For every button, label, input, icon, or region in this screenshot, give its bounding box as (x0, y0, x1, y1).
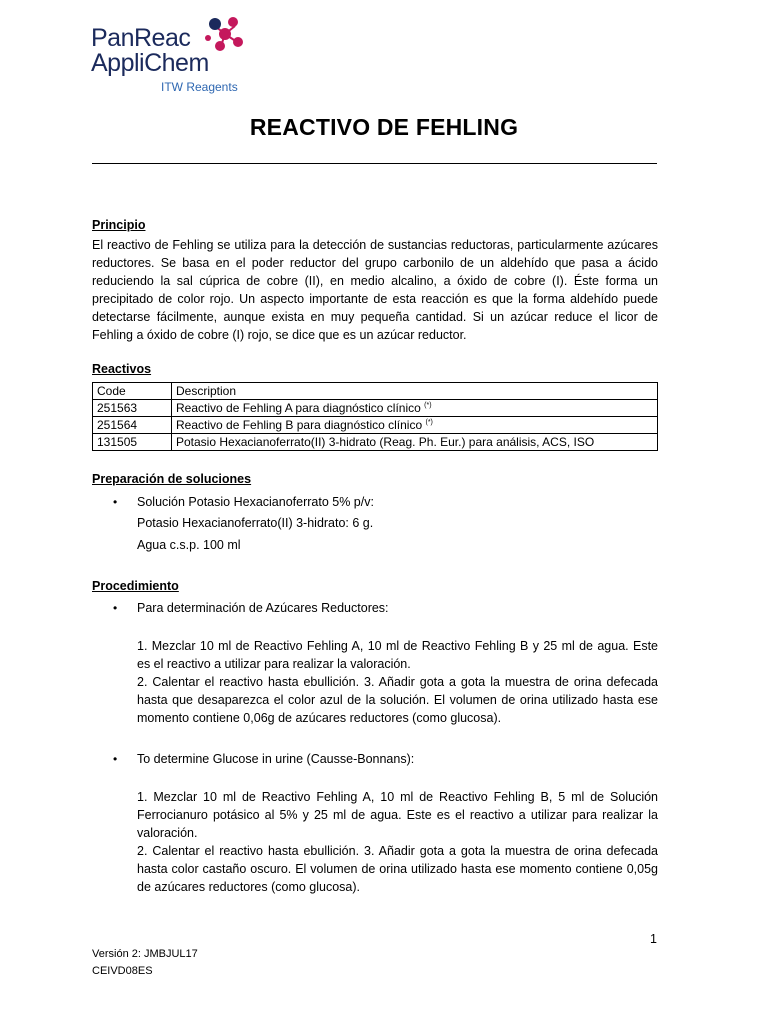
footnote-mark: (*) (425, 419, 433, 426)
row-description-text: Reactivo de Fehling A para diagnóstico clínico (176, 401, 421, 415)
procedimiento-bullet-2: To determine Glucose in urine (Causse-Bonnans): (137, 752, 415, 766)
row-code: 251564 (93, 417, 172, 434)
reagents-table (92, 382, 658, 451)
row-description (172, 417, 658, 434)
company-logo (91, 14, 261, 98)
procedimiento-1-step-2: 2. Calentar el reactivo hasta ebullición. 3. Añadir gota a gota la muestra de orina defecada hasta que desaparezca el color azul de la solución. El volumen de orina utilizado hasta ese momento contiene 0,06g de azúcares reductores (como glucosa). (137, 675, 658, 725)
bullet-icon: • (113, 752, 118, 766)
logo-line-2: AppliChem (91, 49, 209, 77)
document-title: REACTIVO DE FEHLING (249, 114, 519, 140)
logo-wordmark (91, 26, 209, 76)
footer-code: CEIVD08ES (92, 965, 153, 977)
column-header-description: Description (172, 383, 658, 400)
row-description-text: Reactivo de Fehling B para diagnóstico clínico (176, 418, 423, 432)
column-header-code: Code (93, 383, 172, 400)
logo-line-1: PanReac (91, 24, 191, 52)
bullet-icon: • (113, 495, 118, 509)
footnote-mark: (*) (424, 402, 432, 409)
row-code: 251563 (93, 400, 172, 417)
table-row (93, 434, 658, 451)
row-description (172, 434, 658, 451)
procedimiento-2-step-2: 2. Calentar el reactivo hasta ebullición. 3. Añadir gota a gota la muestra de orina defecada hasta color castaño oscuro. El volumen de orina utilizado hasta ese momento contiene 0,05g de azúcares reductores (como glucosa). (137, 844, 658, 894)
procedimiento-heading: Procedimiento (92, 579, 179, 593)
reactivos-heading: Reactivos (92, 362, 152, 376)
preparacion-bullet: Solución Potasio Hexacianoferrato 5% p/v: (137, 495, 374, 509)
procedimiento-2-step-1: 1. Mezclar 10 ml de Reactivo Fehling A, 10 ml de Reactivo Fehling B, 5 ml de Solución Ferrocianuro potásico al 5% y 25 ml de agua. Este es el reactivo a utilizar para realizar la valoración. (137, 790, 658, 840)
logo-subtitle: ITW Reagents (161, 80, 238, 94)
procedimiento-bullet-1: Para determinación de Azúcares Reductores: (137, 601, 389, 615)
row-code: 131505 (93, 434, 172, 451)
bullet-icon: • (113, 601, 118, 615)
title-divider (92, 163, 657, 164)
table-row (93, 417, 658, 434)
procedimiento-1-step-1: 1. Mezclar 10 ml de Reactivo Fehling A, 10 ml de Reactivo Fehling B y 25 ml de agua. Este es el reactivo a utilizar para realizar la valoración. (137, 639, 658, 671)
molecule-logo-icon (203, 14, 245, 54)
row-description (172, 400, 658, 417)
row-description-text: Potasio Hexacianoferrato(II) 3-hidrato (Reag. Ph. Eur.) para análisis, ACS, ISO (176, 435, 595, 449)
principio-text: El reactivo de Fehling se utiliza para la detección de sustancias reductoras, particularmente azúcares reductores. Se basa en el poder reductor del grupo carbonilo de un aldehído que pasa a ácido reduciendo la sal cúprica de cobre (II), en medio alcalino, a óxido de cobre (I). Éste forma un precipitado de color rojo. Un aspecto importante de esta reacción es que la forma aldehído puede detectarse fácilmente, aunque exista en muy pequeña cantidad. Si un azúcar reduce el licor de Fehling a óxido de cobre (I) rojo, se dice que es un azúcar reductor. (92, 238, 658, 342)
table-header-row (93, 383, 658, 400)
preparacion-heading: Preparación de soluciones (92, 472, 252, 486)
page-number: 1 (650, 932, 657, 946)
table-row (93, 400, 658, 417)
principio-heading: Principio (92, 218, 146, 232)
preparacion-line-2: Agua c.s.p. 100 ml (137, 538, 241, 552)
preparacion-line-1: Potasio Hexacianoferrato(II) 3-hidrato: 6 g. (137, 516, 374, 530)
footer-version: Versión 2: JMBJUL17 (92, 948, 198, 960)
